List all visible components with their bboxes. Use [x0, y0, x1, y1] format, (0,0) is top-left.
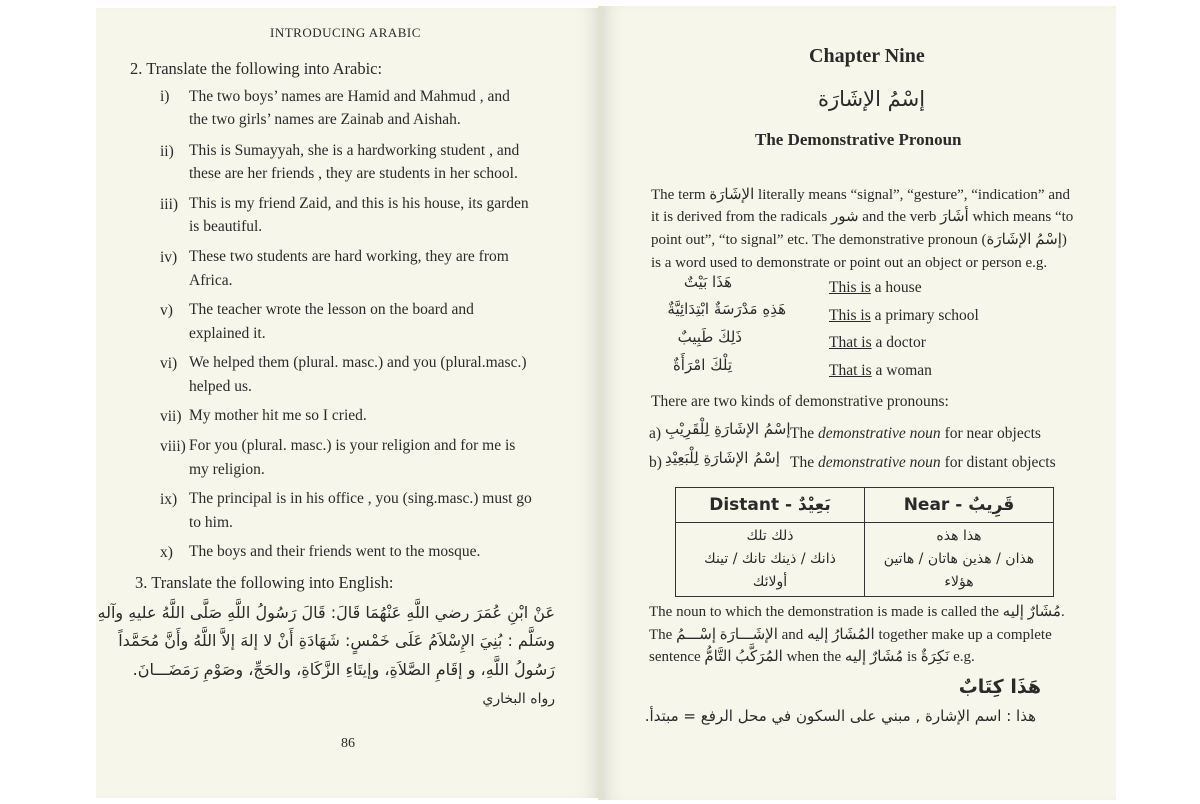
- item-line: these are her friends , they are students in her school.: [189, 165, 518, 182]
- item-number: ii): [160, 143, 174, 160]
- example-arabic: تِلْكَ امْرَأَةٌ: [672, 356, 732, 374]
- distant-header: بَعِيْدٌ - Distant: [676, 488, 865, 523]
- hadith-line: رَسُولُ اللَّهِ، و إقَامِ الصَّلاَةِ، وإيتَاءِ الزَّكَاةِ، والحَجِّ، وصَوْمِ رَمَضَـــانَ.: [132, 660, 555, 679]
- item-number: v): [160, 302, 173, 319]
- table-line: ذلك تلك: [746, 528, 794, 544]
- example-sentence: هَذَا كِتَابٌ: [958, 676, 1041, 698]
- hadith-line: وسَلَّم : بُنِيَ الإِسْلاَمُ عَلَى خَمْسٍ: شَهَادَةِ أَنْ لا إلهَ إلاَّ اللَّهُ وأَنَّ مُحَمَّداً: [118, 631, 555, 650]
- distant-cell: [676, 523, 865, 597]
- item-line: The two boys’ names are Hamid and Mahmud , and: [189, 88, 510, 105]
- item-number: x): [160, 544, 173, 561]
- example-translation: That is a woman: [829, 362, 932, 379]
- question-2: 2. Translate the following into Arabic:: [130, 59, 383, 78]
- book-gutter: [598, 6, 604, 800]
- chapter-arabic-title: إسْمُ الإشَارَة: [818, 87, 926, 111]
- demonstrative-table: [675, 487, 1054, 597]
- example-translation: This is a primary school: [829, 307, 979, 324]
- kind-b-arabic: إسْمُ الإشَارَةِ لِلْبَعِيْدِ: [665, 449, 780, 467]
- hadith-line: عَنْ ابْنِ عُمَرَ رضي اللَّهِ عَنْهُمَا قَالَ: قَالَ رَسُولُ اللَّهِ صَلَّى اللَّهُ عليهِ وآلهِ: [97, 603, 555, 622]
- near-cell: [865, 523, 1054, 597]
- table-line: هؤلاء: [944, 574, 974, 590]
- item-line: my religion.: [189, 461, 265, 478]
- intro-line: The term الإشَارَة literally means “signal”, “gesture”, “indication” and: [651, 187, 1070, 203]
- example-arabic: هَذِهِ مَدْرَسَةٌ ابْتِدَائِيَّةٌ: [667, 300, 786, 318]
- item-number: i): [160, 88, 170, 105]
- item-line: explained it.: [189, 325, 266, 342]
- table-line: هذان / هذين هاتان / هاتين: [883, 551, 1035, 567]
- table-line: هذا هذه: [936, 528, 982, 544]
- kind-a-label: a): [649, 425, 662, 442]
- intro-line: is a word used to demonstrate or point out an object or person e.g.: [651, 255, 1048, 271]
- item-number: viii): [160, 438, 186, 455]
- item-number: vii): [160, 408, 182, 425]
- item-line: This is my friend Zaid, and this is his house, its garden: [189, 195, 529, 212]
- example-arabic: هَذَا بَيْتٌ: [683, 273, 732, 291]
- para-line: The الإشَـــارَة إسْـــمُ and المُشَارُ إليه together make up a complete: [649, 627, 1052, 643]
- item-line: the two girls’ names are Zainab and Aishah.: [189, 111, 461, 128]
- intro-line: it is derived from the radicals شور and the verb أشَارَ which means “to: [651, 209, 1074, 225]
- chapter-title: Chapter Nine: [809, 45, 925, 67]
- kind-a-arabic: إسْمُ الإشَارَةِ لِلْقَرِيْبِ: [665, 420, 791, 438]
- question-3: 3. Translate the following into English:: [135, 573, 394, 592]
- two-kinds-line: There are two kinds of demonstrative pronouns:: [651, 393, 949, 410]
- example-translation: This is a house: [829, 279, 922, 296]
- item-line: to him.: [189, 514, 233, 531]
- item-number: ix): [160, 491, 178, 508]
- item-line: These two students are hard working, they are from: [189, 248, 509, 265]
- item-number: vi): [160, 355, 178, 372]
- item-line: is beautiful.: [189, 218, 263, 235]
- example-translation: That is a doctor: [829, 334, 926, 351]
- near-header: قَرِيبٌ - Near: [865, 488, 1054, 523]
- kind-b-label: b): [649, 454, 662, 471]
- para-line: The noun to which the demonstration is made is called the مُشَارٌ إليه.: [649, 604, 1065, 620]
- grammar-analysis: هذا : اسم الإشارة , مبني على السكون في محل الرفع = مبتدأ.: [644, 707, 1036, 725]
- item-line: The teacher wrote the lesson on the board and: [189, 301, 474, 318]
- item-line: We helped them (plural. masc.) and you (plural.masc.): [189, 354, 527, 371]
- item-line: helped us.: [189, 378, 252, 395]
- table-line: أولائك: [752, 574, 788, 590]
- para-line: sentence المُرَكَّبُ التَّامُّ when the مُشَارٌ إليه is نَكِرَةٌ e.g.: [649, 649, 975, 665]
- item-line: My mother hit me so I cried.: [189, 407, 367, 424]
- page-number: 86: [341, 736, 355, 751]
- item-line: For you (plural. masc.) is your religion and for me is: [189, 437, 516, 454]
- item-line: The boys and their friends went to the mosque.: [189, 543, 481, 560]
- intro-line: point out”, “to signal” etc. The demonstrative pronoun (إسْمُ الإشَارَة): [651, 232, 1067, 248]
- running-header: INTRODUCING ARABIC: [270, 25, 421, 40]
- chapter-subtitle: The Demonstrative Pronoun: [755, 130, 962, 149]
- item-number: iv): [160, 249, 178, 266]
- kind-a-desc: The demonstrative noun for near objects: [790, 425, 1041, 442]
- kind-b-desc: The demonstrative noun for distant objects: [790, 454, 1056, 471]
- item-line: The principal is in his office , you (sing.masc.) must go: [189, 490, 532, 507]
- table-line: ذانك / ذينك تانك / تينك: [704, 551, 836, 567]
- item-line: Africa.: [189, 272, 233, 289]
- hadith-source: رواه البخاري: [482, 691, 555, 707]
- item-line: This is Sumayyah, she is a hardworking student , and: [189, 142, 520, 159]
- item-number: iii): [160, 196, 179, 213]
- example-arabic: ذَلِكَ طَبِيبٌ: [677, 328, 742, 346]
